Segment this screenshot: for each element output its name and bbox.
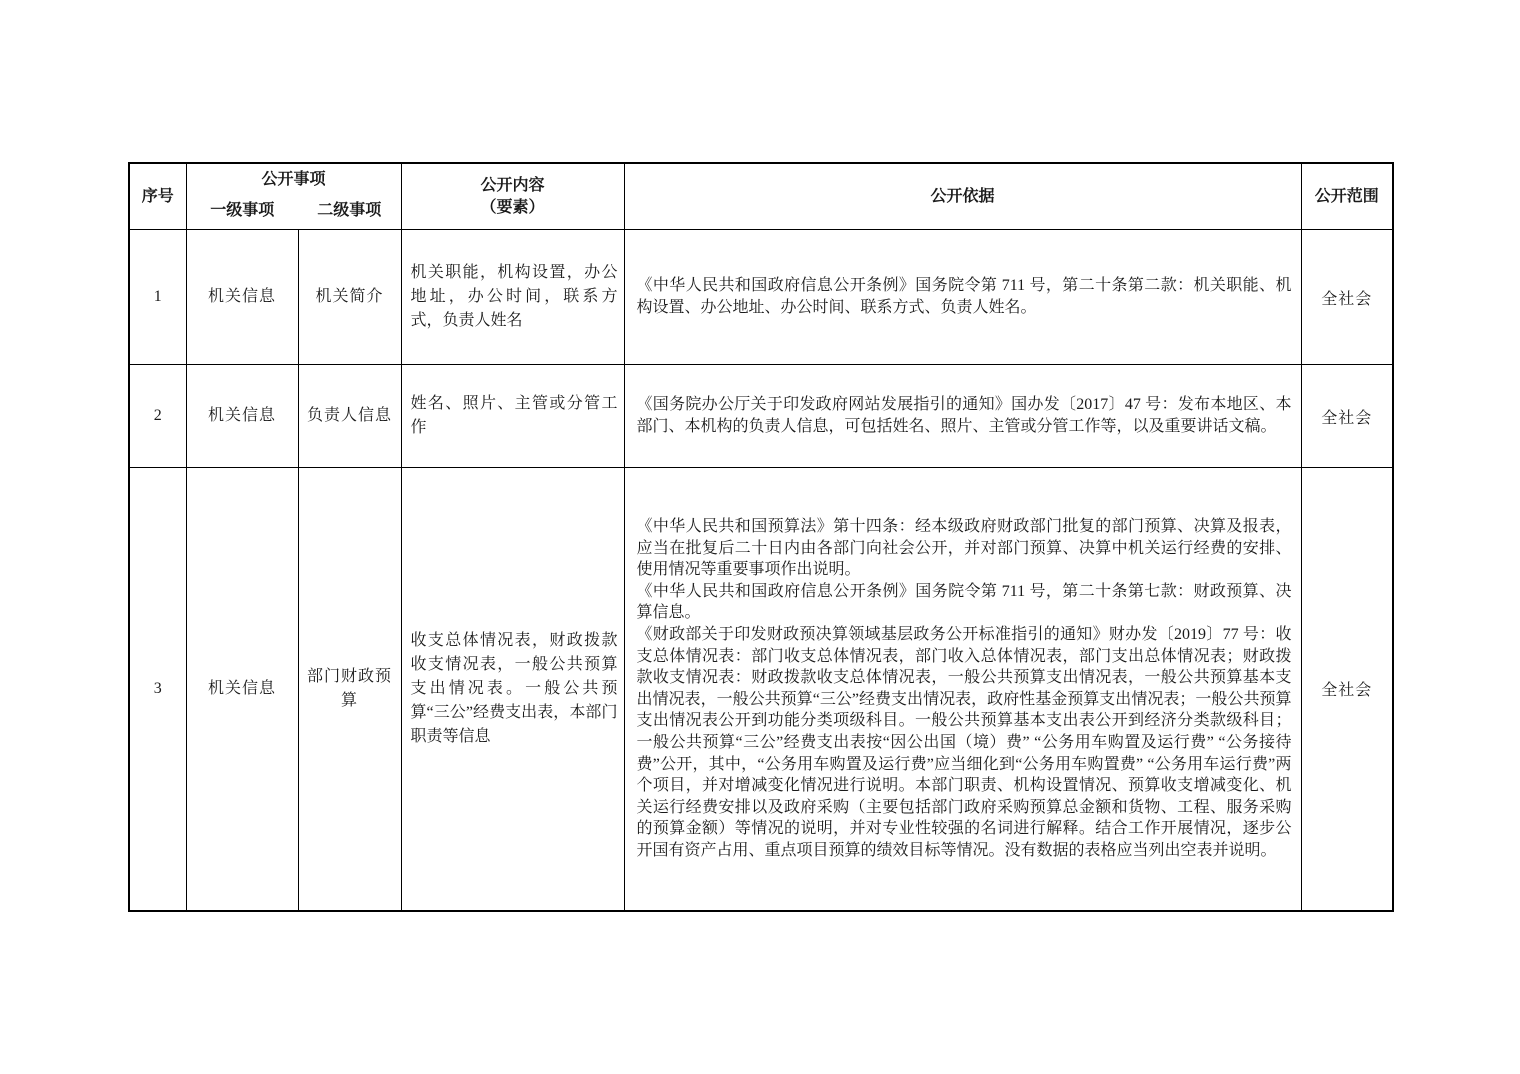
header-public-scope: 公开范围	[1301, 163, 1393, 230]
cell-public-basis	[624, 468, 1301, 911]
header-public-basis: 公开依据	[624, 163, 1301, 230]
table-row	[129, 230, 1393, 365]
public-basis-paragraph: 《财政部关于印发财政预决算领域基层政务公开标准指引的通知》财办发〔2019〕77 号：收支总体情况表：部门收支总体情况表，部门收入总体情况表，部门支出总体情况表；财政拨款收支情况表：财政拨款收支总体情况表，一般公共预算支出情况表，一般公共预算基本支出情况表，一般公共预算“三公”经费支出情况表，政府性基金预算支出情况表；一般公共预算支出情况表公开到功能分类项级科目。一般公共预算基本支出表公开到经济分类款级科目；一般公共预算“三公”经费支出表按“因公出国（境）费” “公务用车购置及运行费” “公务接待费”公开，其中，“公务用车购置及运行费”应当细化到“公务用车购置费” “公务用车运行费”两个项目，并对增减变化情况进行说明。本部门职责、机构设置情况、预算收支增减变化、机关运行经费安排以及政府采购（主要包括部门政府采购预算总金额和货物、工程、服务采购的预算金额）等情况的说明，并对专业性较强的名词进行解释。结合工作开展情况，逐步公开国有资产占用、重点项目预算的绩效目标等情况。没有数据的表格应当列出空表并说明。	[636, 625, 1292, 859]
header-public-matters: 公开事项	[261, 171, 326, 188]
cell-public-content	[401, 365, 624, 468]
table-row	[129, 468, 1393, 911]
cell-public-content	[401, 230, 624, 365]
cell-serial-number: 3	[129, 468, 186, 911]
public-basis-paragraph: 《中华人民共和国预算法》第十四条：经本级政府财政部门批复的部门预算、决算及报表，应当在批复后二十日内由各部门向社会公开，并对部门预算、决算中机关运行经费的安排、使用情况等重要事项作出说明。	[636, 518, 1292, 579]
disclosure-standards-table	[128, 162, 1394, 912]
cell-level1-matter: 机关信息	[186, 468, 298, 911]
cell-public-content	[401, 468, 624, 911]
cell-level2-matter: 机关简介	[298, 230, 401, 365]
header-level2-matter: 二级事项	[317, 202, 382, 219]
header-public-content-line2: （要素）	[480, 198, 545, 216]
cell-public-scope: 全社会	[1301, 230, 1393, 365]
cell-serial-number: 1	[129, 230, 186, 365]
cell-serial-number: 2	[129, 365, 186, 468]
cell-public-scope: 全社会	[1301, 365, 1393, 468]
header-public-matters-group	[186, 163, 401, 230]
cell-level2-matter: 部门财政预算	[298, 468, 401, 911]
header-public-content	[401, 163, 624, 230]
cell-level1-matter: 机关信息	[186, 365, 298, 468]
public-basis-paragraph: 《中华人民共和国政府信息公开条例》国务院令第 711 号，第二十条第七款：财政预算、决算信息。	[636, 582, 1292, 622]
cell-level2-matter: 负责人信息	[298, 365, 401, 468]
public-content-text: 姓名、照片、主管或分管工作	[410, 395, 618, 436]
public-content-text: 收支总体情况表，财政拨款收支情况表，一般公共预算支出情况表。一般公共预算“三公”经费支出表，本部门职责等信息	[410, 631, 618, 745]
public-basis-paragraph: 《中华人民共和国政府信息公开条例》国务院令第 711 号，第二十条第二款：机关职能、机构设置、办公地址、办公时间、联系方式、负责人姓名。	[636, 277, 1292, 316]
header-serial-number: 序号	[129, 163, 186, 230]
cell-public-basis	[624, 230, 1301, 365]
table-header-row	[129, 163, 1393, 230]
cell-level1-matter: 机关信息	[186, 230, 298, 365]
cell-public-scope: 全社会	[1301, 468, 1393, 911]
header-public-content-line1: 公开内容	[480, 176, 545, 194]
public-basis-paragraph: 《国务院办公厅关于印发政府网站发展指引的通知》国办发〔2017〕47 号：发布本地区、本部门、本机构的负责人信息，可包括姓名、照片、主管或分管工作等，以及重要讲话文稿。	[636, 396, 1292, 435]
public-content-text: 机关职能，机构设置，办公地址，办公时间，联系方式，负责人姓名	[410, 264, 618, 329]
header-level1-matter: 一级事项	[210, 202, 275, 219]
table-row	[129, 365, 1393, 468]
cell-public-basis	[624, 365, 1301, 468]
